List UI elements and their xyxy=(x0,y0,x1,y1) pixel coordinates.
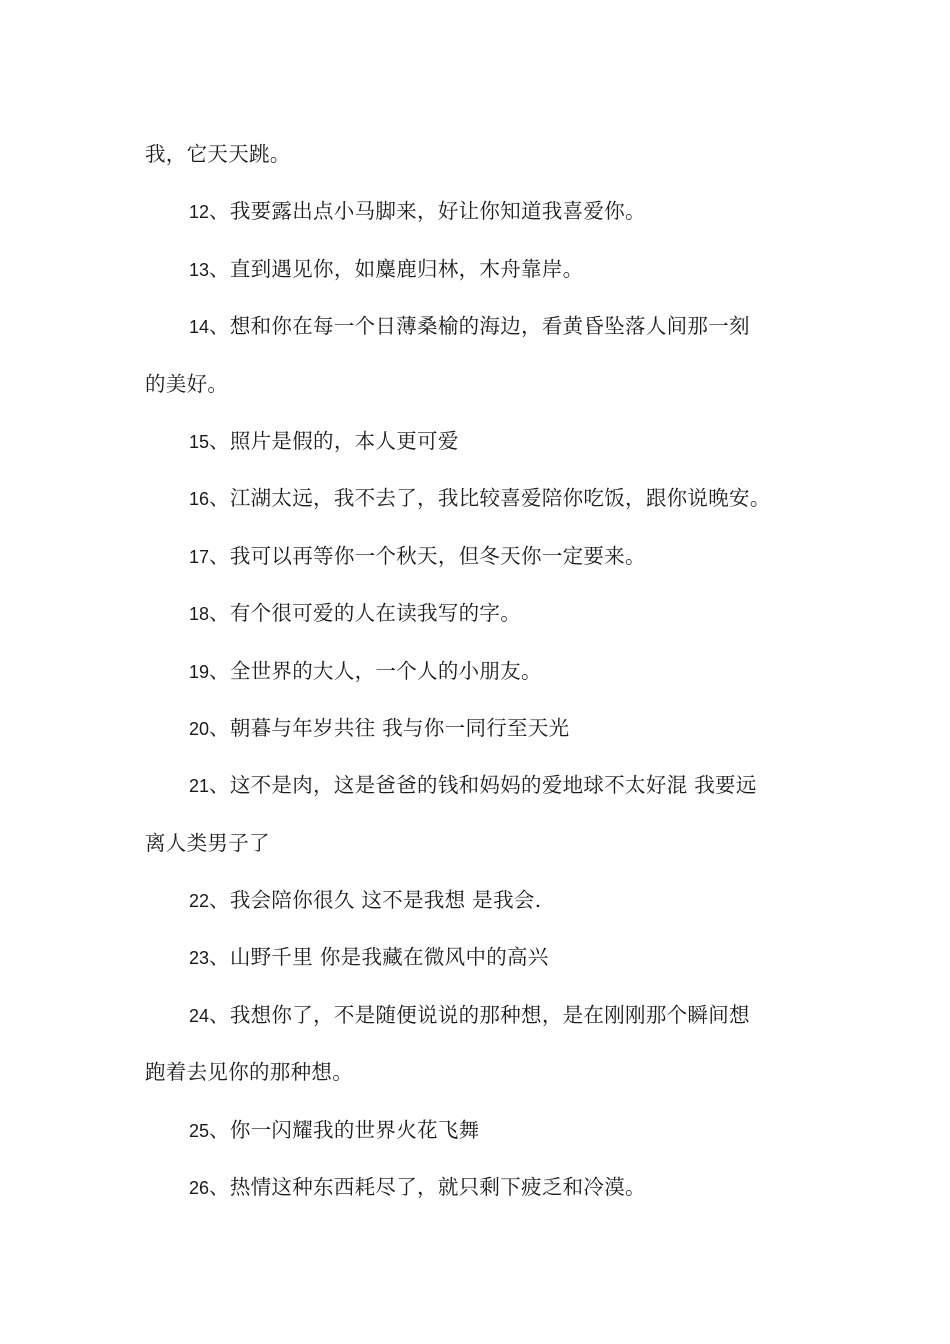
list-item-14: 14、想和你在每一个日薄桑榆的海边，看黄昏坠落人间那一刻 xyxy=(189,314,750,339)
list-item-18: 18、有个很可爱的人在读我写的字。 xyxy=(189,601,522,626)
list-item-25: 25、你一闪耀我的世界火花飞舞 xyxy=(189,1117,480,1142)
list-item-12: 12、我要露出点小马脚来，好让你知道我喜爱你。 xyxy=(189,199,646,224)
list-item-20: 20、朝暮与年岁共往 我与你一同行至天光 xyxy=(189,715,570,740)
list-item-24: 24、我想你了，不是随便说说的那种想，是在刚刚那个瞬间想 xyxy=(189,1002,750,1027)
list-item-15: 15、照片是假的，本人更可爱 xyxy=(189,428,459,453)
list-item-22: 22、我会陪你很久 这不是我想 是我会. xyxy=(189,888,542,913)
list-item-14-continuation: 的美好。 xyxy=(145,371,229,396)
list-item-17: 17、我可以再等你一个秋天，但冬天你一定要来。 xyxy=(189,543,646,568)
list-item-23: 23、山野千里 你是我藏在微风中的高兴 xyxy=(189,945,549,970)
list-item-19: 19、全世界的大人，一个人的小朋友。 xyxy=(189,658,542,683)
document-body xyxy=(145,126,810,1216)
text-line: 我，它天天跳。 xyxy=(145,142,291,166)
list-item-26: 26、热情这种东西耗尽了，就只剩下疲乏和冷漠。 xyxy=(189,1175,646,1200)
list-item-21: 21、这不是肉，这是爸爸的钱和妈妈的爱地球不太好混 我要远 xyxy=(189,773,757,798)
list-item-21-continuation: 离人类男子了 xyxy=(145,830,270,855)
list-item-24-continuation: 跑着去见你的那种想。 xyxy=(145,1060,353,1085)
list-item-13: 13、直到遇见你，如麋鹿归林，木舟靠岸。 xyxy=(189,256,584,281)
list-item-16: 16、江湖太远，我不去了，我比较喜爱陪你吃饭，跟你说晚安。 xyxy=(189,486,771,511)
